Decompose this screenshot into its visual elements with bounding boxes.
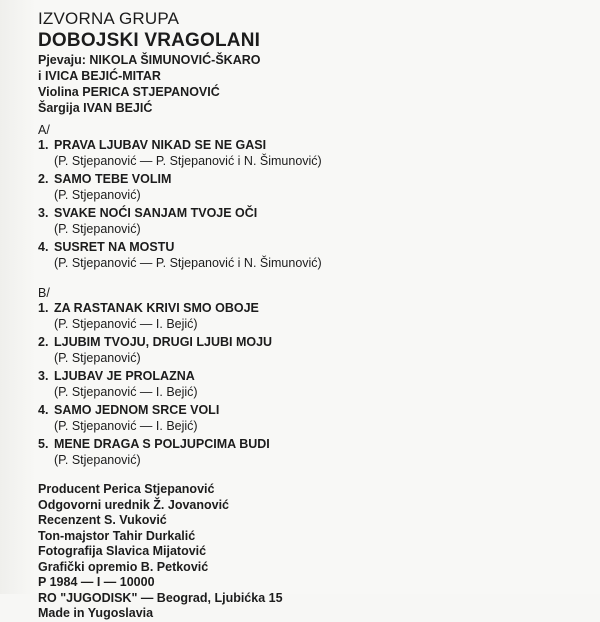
track-authors: (P. Stjepanović — I. Bejić): [54, 316, 198, 331]
track-number: 5.: [38, 437, 49, 451]
credit-line: Violina PERICA STJEPANOVIĆ: [38, 85, 220, 99]
footer-line: Producent Perica Stjepanović: [38, 482, 215, 496]
track-authors: (P. Stjepanović): [54, 350, 141, 365]
track-title: SVAKE NOĆI SANJAM TVOJE OČI: [54, 206, 258, 220]
track-number: 4.: [38, 240, 49, 254]
track-item: [38, 437, 578, 468]
footer-line: Recenzent S. Vuković: [38, 513, 167, 527]
track-item: [38, 240, 578, 271]
footer-line: P 1984 — I — 10000: [38, 575, 155, 589]
liner-notes-content: [38, 4, 578, 622]
track-number: 1.: [38, 138, 49, 152]
track-number: 2.: [38, 172, 49, 186]
footer-line: RO "JUGODISK" — Beograd, Ljubićka 15: [38, 590, 283, 605]
track-authors: (P. Stjepanović — I. Bejić): [54, 418, 198, 433]
footer-line: Fotografija Slavica Mijatović: [38, 544, 207, 558]
track-title: SAMO JEDNOM SRCE VOLI: [54, 403, 220, 417]
track-title: LJUBAV JE PROLAZNA: [54, 369, 195, 383]
track-number: 3.: [38, 206, 49, 220]
track-item: [38, 301, 578, 332]
track-number: 4.: [38, 403, 49, 417]
side-a-tracklist: [38, 138, 578, 271]
footer-line: Odgovorni urednik Ž. Jovanović: [38, 497, 230, 512]
track-authors: (P. Stjepanović — P. Stjepanović i N. Šimunović): [54, 255, 322, 270]
track-title: LJUBIM TVOJU, DRUGI LJUBI MOJU: [54, 335, 273, 349]
footer-line: Ton-majstor Tahir Durkalić: [38, 528, 196, 543]
side-a-label: A/: [38, 123, 50, 137]
band-name: DOBOJSKI VRAGOLANI: [38, 30, 261, 51]
credit-line: Šargija IVAN BEJIĆ: [38, 101, 153, 115]
track-authors: (P. Stjepanović): [54, 452, 141, 467]
track-title: PRAVA LJUBAV NIKAD SE NE GASI: [54, 138, 267, 152]
performer-credits: [38, 52, 578, 116]
track-title: SUSRET NA MOSTU: [54, 240, 175, 254]
track-item: [38, 138, 578, 169]
side-b-label: B/: [38, 286, 50, 300]
production-credits: [38, 482, 578, 622]
track-number: 1.: [38, 301, 49, 315]
track-item: [38, 206, 578, 237]
footer-line: Made in Yugoslavia: [38, 606, 154, 620]
track-authors: (P. Stjepanović — I. Bejić): [54, 384, 198, 399]
side-b-tracklist: [38, 301, 578, 468]
track-item: [38, 403, 578, 434]
track-title: MENE DRAGA S POLJUPCIMA BUDI: [54, 437, 270, 451]
track-number: 2.: [38, 335, 49, 349]
track-authors: (P. Stjepanović): [54, 221, 141, 236]
track-item: [38, 369, 578, 400]
track-item: [38, 172, 578, 203]
footer-line: Grafički opremio B. Petković: [38, 559, 209, 574]
track-authors: (P. Stjepanović): [54, 187, 141, 202]
track-item: [38, 335, 578, 366]
credit-line: Pjevaju: NIKOLA ŠIMUNOVIĆ-ŠKARO: [38, 53, 261, 67]
track-title: ZA RASTANAK KRIVI SMO OBOJE: [54, 301, 259, 315]
credit-line: i IVICA BEJIĆ-MITAR: [38, 69, 161, 83]
track-number: 3.: [38, 369, 49, 383]
track-authors: (P. Stjepanović — P. Stjepanović i N. Šimunović): [54, 153, 322, 168]
group-label: IZVORNA GRUPA: [38, 9, 180, 28]
track-title: SAMO TEBE VOLIM: [54, 172, 172, 186]
